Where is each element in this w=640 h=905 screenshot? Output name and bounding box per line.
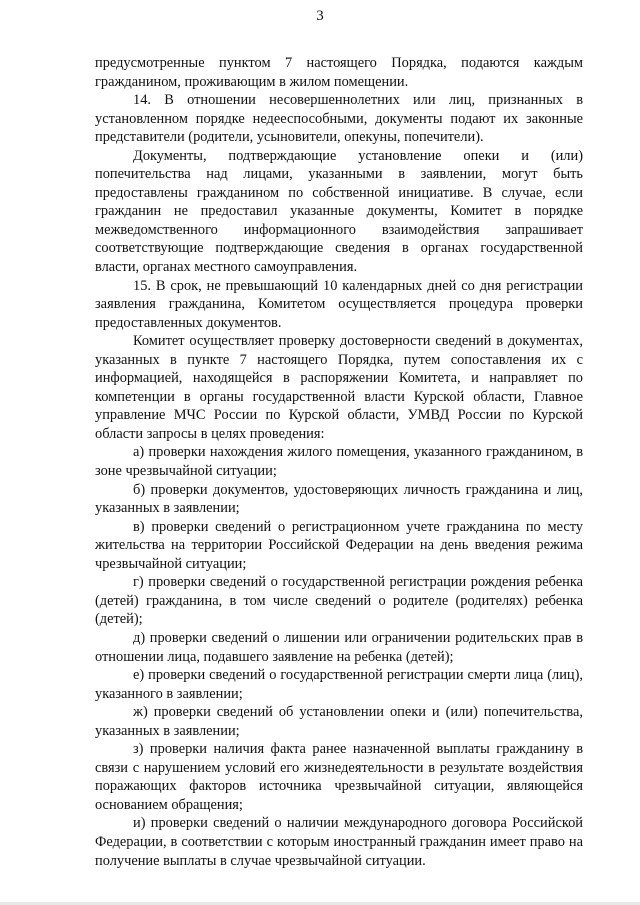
paragraph-12: ж) проверки сведений об установлении опеки и (или) попечительства, указанных в заявлении; (95, 704, 583, 739)
paragraph-8: в) проверки сведений о регистрационном учете гражданина по месту жительства на территории Российской Федерации на день введения режима чрезвычайной ситуации; (95, 518, 583, 572)
paragraph-5: Комитет осуществляет проверку достоверности сведений в документах, указанных в пункте 7 настоящего Порядка, путем сопоставления их с информацией, находящейся в распоряжении Комитета, и направляет по компетенции в органы государственной власти Курской области, Главное управление МЧС России по Курской области, УМВД России по Курской области запросы в целях проведения: (95, 333, 583, 442)
paragraph-2: 14. В отношении несовершеннолетних или лиц, признанных в установленном порядке недееспособными, документы подают их законные представители (родители, усыновители, опекуны, попечители). (95, 92, 583, 146)
paragraph-3: Документы, подтверждающие установление опеки и (или) попечительства над лицами, указанными в заявлении, могут быть предоставлены гражданином по собственной инициативе. В случае, если гражданин не предоставил указанные документы, Комитет в порядке межведомственного информационного взаимодействия запрашивает соответствующие подтверждающие сведения в органах государственной власти, органах местного самоуправления. (95, 147, 583, 276)
paragraph-10: д) проверки сведений о лишении или ограничении родительских прав в отношении лица, подавшего заявление на ребенка (детей); (95, 629, 583, 665)
document-body (95, 54, 583, 870)
paragraph-4: 15. В срок, не превышающий 10 календарных дней со дня регистрации заявления гражданина, Комитетом осуществляется процедура проверки предоставленных документов. (95, 277, 583, 331)
paragraph-13: з) проверки наличия факта ранее назначенной выплаты гражданину в связи с нарушением условий его жизнедеятельности в результате воздействия поражающих факторов источника чрезвычайной ситуации, являющейся основанием обращения; (95, 741, 583, 813)
paragraph-1: предусмотренные пунктом 7 настоящего Порядка, подаются каждым гражданином, проживающим в жилом помещении. (95, 55, 583, 90)
paragraph-9: г) проверки сведений о государственной регистрации рождения ребенка (детей) гражданина, в том числе сведений о родителе (родителях) ребенка (детей); (95, 574, 583, 628)
paragraph-7: б) проверки документов, удостоверяющих личность гражданина и лиц, указанных в заявлении; (95, 481, 583, 517)
page-number: 3 (316, 8, 324, 24)
paragraph-14: и) проверки сведений о наличии международного договора Российской Федерации, в соответствии с которым иностранный гражданин имеет право на получение выплаты в случае чрезвычайной ситуации. (95, 815, 583, 869)
paragraph-11: е) проверки сведений о государственной регистрации смерти лица (лиц), указанного в заявлении; (95, 667, 583, 702)
paragraph-6: а) проверки нахождения жилого помещения, указанного гражданином, в зоне чрезвычайной ситуации; (95, 444, 583, 480)
